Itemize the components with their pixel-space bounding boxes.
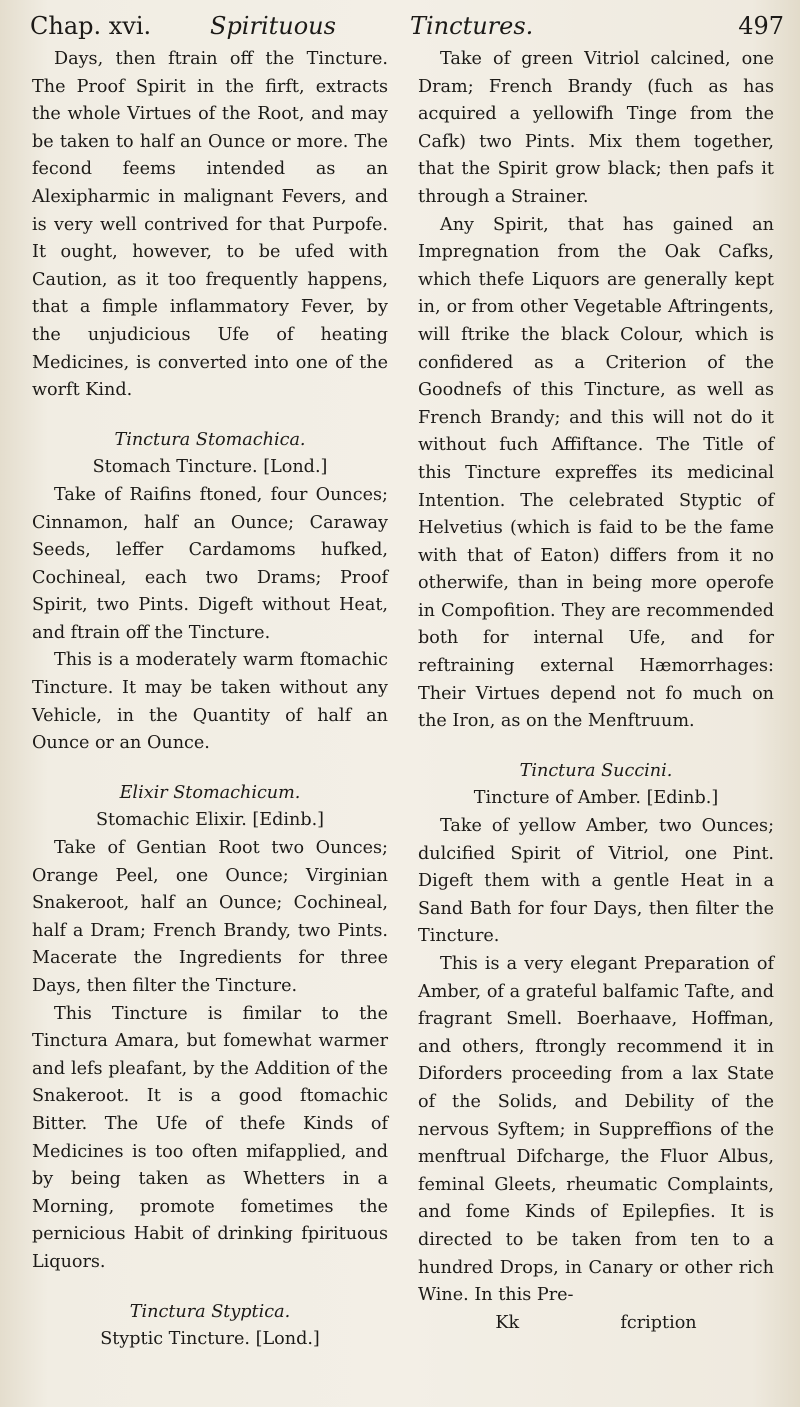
- paragraph: Any Spirit, that has gained an Impregnation from the Oak Cafks, which thefe Liquors are generally kept in, or from other Vegetable Aftringents, will ftrike the black Colour, which is confidered as a Criterion of the Goodnefs of this Tincture, as well as French Brandy; and this will not do it without fuch Affiftance. The Title of this Tincture expreffes its medicinal Intention. The celebrated Styptic of Helvetius (which is faid to be the fame with that of Eaton) differs from it no otherwife, than in being more operofe in Compofition. They are recommended both for internal Ufe, and for reftraining external Hæmorrhages: Their Virtues depend not fo much on the Iron, as on the Menftruum.: [418, 214, 774, 732]
- signature-mark: Kk: [495, 1312, 520, 1333]
- paragraph: This is a moderately warm ftomachic Tincture. It may be taken without any Vehicle, in the Quantity of half an Ounce or an Ounce.: [32, 650, 388, 754]
- section-subheading: Stomach Tincture. [Lond.]: [92, 457, 328, 478]
- section-heading: Tinctura Stomachica.: [114, 429, 306, 450]
- paragraph: This is a very elegant Preparation of Amber, of a grateful balfamic Tafte, and fragrant Smell. Boerhaave, Hoffman, and others, ftrongly recommend it in Diforders proceeding from a lax State of the Solids, and Debility of the nervous Syftem; in Suppreffions of the menftrual Difcharge, the Fluor Albus, feminal Gleets, rheumatic Complaints, and fome Kinds of Epilepfies. It is directed to be taken from ten to a hundred Drops, in Canary or other rich Wine. In this Pre-: [418, 954, 774, 1306]
- section-subheading: Tincture of Amber. [Edinb.]: [473, 788, 719, 809]
- running-header: [30, 6, 794, 46]
- section-heading: Elixir Stomachicum.: [119, 782, 301, 803]
- paragraph: This Tincture is fimilar to the Tinctura Amara, but fomewhat warmer and lefs pleafant, by the Addition of the Snakeroot. It is a good ftomachic Bitter. The Ufe of thefe Kinds of Medicines is too often mifapplied, and by being taken as Whetters in a Morning, promote fometimes the pernicious Habit of drinking fpirituous Liquors.: [32, 1003, 388, 1272]
- section-heading: Tinctura Succini.: [519, 760, 673, 781]
- page-footer: [418, 1310, 774, 1338]
- section-subheading: Styptic Tincture. [Lond.]: [100, 1329, 320, 1350]
- paragraph: Days, then ftrain off the Tincture. The Proof Spirit in the firft, extracts the whole Virtues of the Root, and may be taken to half an Ounce or more. The fecond feems intended as an Alexipharmic in malignant Fevers, and is very well contrived for that Purpofe. It ought, however, to be ufed with Caution, as it too frequently happens, that a fimple inflammatory Fever, by the unjudicious Ufe of heating Medicines, is converted into one of the worft Kind.: [32, 49, 388, 401]
- paragraph: Take of green Vitriol calcined, one Dram; French Brandy (fuch as has acquired a yellowifh Tinge from the Cafk) two Pints. Mix them together, that the Spirit grow black; then pafs it through a Strainer.: [418, 49, 774, 207]
- chapter-label: Chap. xvi.: [30, 12, 152, 40]
- section-heading: Tinctura Styptica.: [129, 1301, 291, 1322]
- paragraph: Take of Gentian Root two Ounces; Orange Peel, one Ounce; Virginian Snakeroot, half an Ounce; Cochineal, half a Dram; French Brandy, two Pints. Macerate the Ingredients for three Days, then filter the Tincture.: [32, 838, 388, 996]
- running-title-left: Spirituous: [210, 12, 336, 40]
- paragraph: Take of Raifins ftoned, four Ounces; Cinnamon, half an Ounce; Caraway Seeds, leffer Cardamoms hufked, Cochineal, each two Drams; Proof Spirit, two Pints. Digeft without Heat, and ftrain off the Tincture.: [32, 484, 388, 643]
- running-title-right: Tinctures.: [410, 12, 534, 40]
- catchword: fcription: [620, 1312, 697, 1333]
- left-column: [32, 46, 388, 1354]
- paragraph: Take of yellow Amber, two Ounces; dulcified Spirit of Vitriol, one Pint. Digeft them with a gentle Heat in a Sand Bath for four Days, then filter the Tincture.: [418, 816, 774, 947]
- section-subheading: Stomachic Elixir. [Edinb.]: [95, 810, 325, 831]
- right-column: [418, 46, 774, 1337]
- page-number: 497: [738, 12, 784, 40]
